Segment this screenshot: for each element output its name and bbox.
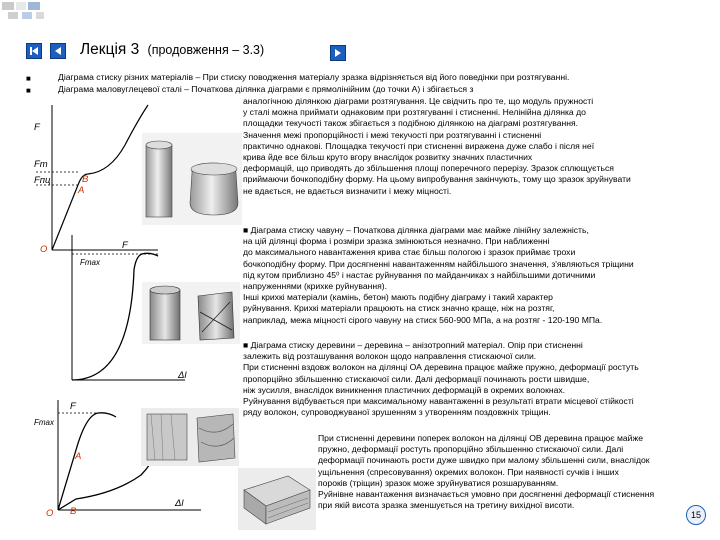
wood-specimens-photo-bottom xyxy=(238,468,316,530)
steel-specimens-photo xyxy=(142,133,242,225)
point-a: A xyxy=(78,185,85,196)
axis-label-dl: Δl xyxy=(178,370,187,381)
point-b: B xyxy=(70,506,77,517)
paragraph-line: ущільнення (спресовування) окремих волокон. При наявності сучків і інших xyxy=(318,466,619,477)
paragraph-line: При стисненні вздовж волокон на ділянці ОА деревина працює майже пружно, деформації ростуть xyxy=(243,362,639,373)
paragraph-line: Інші крихкі матеріали (камінь, бетон) мають подібну діаграму і такий характер xyxy=(243,292,553,303)
corner-decoration xyxy=(2,2,14,10)
castiron-specimens-photo xyxy=(142,282,240,344)
paragraph-line: ніж зусилля, внаслідок виникнення пластичних деформацій в окремих волокнах. xyxy=(243,384,566,395)
paragraph-line: до максимального навантаження крива стає більш пологою і зразок приймає трохи xyxy=(243,247,576,258)
page-title xyxy=(80,41,264,59)
paragraph-line: ряду волокон, супроводжуваної зрушенням з утворенням поздовжніх тріщин. xyxy=(243,407,551,418)
corner-decoration xyxy=(16,2,26,10)
bullet-marker: ■ xyxy=(26,86,31,95)
point-a: A xyxy=(75,451,82,462)
corner-decoration xyxy=(22,12,32,19)
paragraph-line: пропорційно збільшенню стискаючої сили. Далі деформації починають рости швидше, xyxy=(243,373,590,384)
wood-paragraph xyxy=(243,340,639,418)
title-subtitle: (продовження – 3.3) xyxy=(147,43,265,57)
previous-slide-button[interactable] xyxy=(50,43,66,59)
paragraph-line: напруженнями (крихке руйнування). xyxy=(243,281,388,292)
wood-specimens-photo-top xyxy=(141,408,239,466)
paragraph-line: бочкоподібну форму. При досягненні навантаженням найбільшого значення, з'являються тріщини xyxy=(243,258,634,269)
paragraph-line: площадки текучості також збігається з подібною ділянкою на діаграмі розтягування. xyxy=(243,118,579,129)
axis-label-f: F xyxy=(34,122,40,133)
paragraph-line: руйнування. Крихкі матеріали працюють на стиск значно краще, ніж на розтяг, xyxy=(243,303,555,314)
origin-o: O xyxy=(40,244,48,255)
title-text: Лекція 3 xyxy=(80,41,140,58)
paragraph-line: ■ Діаграма стиску деревини – деревина – анізотропний матеріал. Опір при стисненні xyxy=(243,340,583,350)
label-fmax: Fmax xyxy=(80,258,100,267)
label-fpc: Fпц xyxy=(34,175,51,186)
paragraph-line: не вдається, не вдається визначити і межу міцності. xyxy=(243,185,452,196)
paragraph-line: деформацій, що приводять до збільшення площі поперечного перерізу. Зразок сплющується xyxy=(243,163,614,174)
paragraph-line: аналогічною ділянкою діаграми розтягування. Це свідчить про те, що модуль пружності xyxy=(243,96,594,106)
point-b: B xyxy=(82,174,89,185)
paragraph-line: пружно, деформації ростуть пропорційно збільшенню стискаючої сили. Далі xyxy=(318,444,624,455)
paragraph-line: крива йде все більш круто вгору внаслідок розвитку значних пластичних xyxy=(243,152,533,163)
castiron-paragraph xyxy=(243,225,634,326)
page-number-badge xyxy=(686,505,706,525)
paragraph-line: при якій висота зразка зменшується на третину вихідної висоти. xyxy=(318,500,575,511)
next-slide-button[interactable] xyxy=(330,45,346,61)
paragraph-line: залежить від розташування волокон щодо направлення стискаючої сили. xyxy=(243,351,537,362)
paragraph-line: При стисненні деревини поперек волокон на ділянці ОВ деревина працює майже xyxy=(318,433,644,443)
wood-across-paragraph xyxy=(318,433,654,511)
steel-stress-curve-top xyxy=(78,105,148,185)
paragraph-line: пороків (тріщин) зразок може зруйнуватися розшаруванням. xyxy=(318,477,559,488)
paragraph-line: наприклад, межа міцності сірого чавуну на стиск 560-900 МПа, а на розтяг - 120-190 МПа. xyxy=(243,314,603,325)
label-ft: Fт xyxy=(34,159,48,170)
next-icon xyxy=(331,46,345,60)
corner-decoration xyxy=(8,12,18,19)
label-fmax: Fmax xyxy=(34,418,54,427)
bullet-compression-materials: Діаграма стиску різних матеріалів – При стиску поводження матеріалу зразка відрізняється від його поведінки при розтягуванні. xyxy=(58,72,570,82)
steel-paragraph xyxy=(243,96,631,197)
paragraph-line: у сталі можна приймати однаковим при розтягуванні і стисненні. Нелінійна ділянка до xyxy=(243,107,586,118)
corner-decoration xyxy=(36,12,44,19)
axis-label-f: F xyxy=(70,401,76,412)
previous-icon xyxy=(51,44,65,58)
bullet-marker: ■ xyxy=(26,74,31,83)
wood-along-grain-curve xyxy=(58,413,116,510)
paragraph-line: ■ Діаграма стиску чавуну – Початкова ділянка діаграми має майже лінійну залежність, xyxy=(243,225,589,235)
first-slide-button[interactable] xyxy=(26,43,42,59)
skip-to-first-icon xyxy=(27,44,41,58)
page-number: 15 xyxy=(690,510,701,520)
paragraph-line: Руйнування відбувається при максимальному навантаженні в результаті втрати місцевої стійкості xyxy=(243,396,634,407)
paragraph-line: Руйнівне навантаження визначається умовно при досягненні деформації стиснення xyxy=(318,489,655,500)
paragraph-line: практично однакові. Площадка текучості при стисненні виражена дуже слабо і після неї xyxy=(243,140,595,151)
origin-o: O xyxy=(46,508,54,519)
paragraph-line: під кутом приблизно 45⁰ і настає руйнування по майданчиках з найбільшими дотичними xyxy=(243,269,596,280)
axis-label-f: F xyxy=(122,240,128,251)
paragraph-line: деформації починають рости дуже швидко при малому збільшенні сили, внаслідок xyxy=(318,455,650,466)
paragraph-line: Значення межі пропорційності і межі текучості при розтягуванні і стисненні xyxy=(243,129,542,140)
paragraph-line: приймаючи бочкоподібну форму. На цьому випробування закінчують, тому що зразок зруйнувати xyxy=(243,174,631,185)
bullet-steel-diagram: Діаграма маловуглецевої сталі – Початкова ділянка діаграми є прямолінійним (до точки А) і збігається з xyxy=(58,84,474,94)
paragraph-line: на цій ділянці форма і розміри зразка змінюються незначно. При наближенні xyxy=(243,236,550,247)
corner-decoration xyxy=(28,2,40,10)
axis-label-dl: Δl xyxy=(175,498,184,509)
